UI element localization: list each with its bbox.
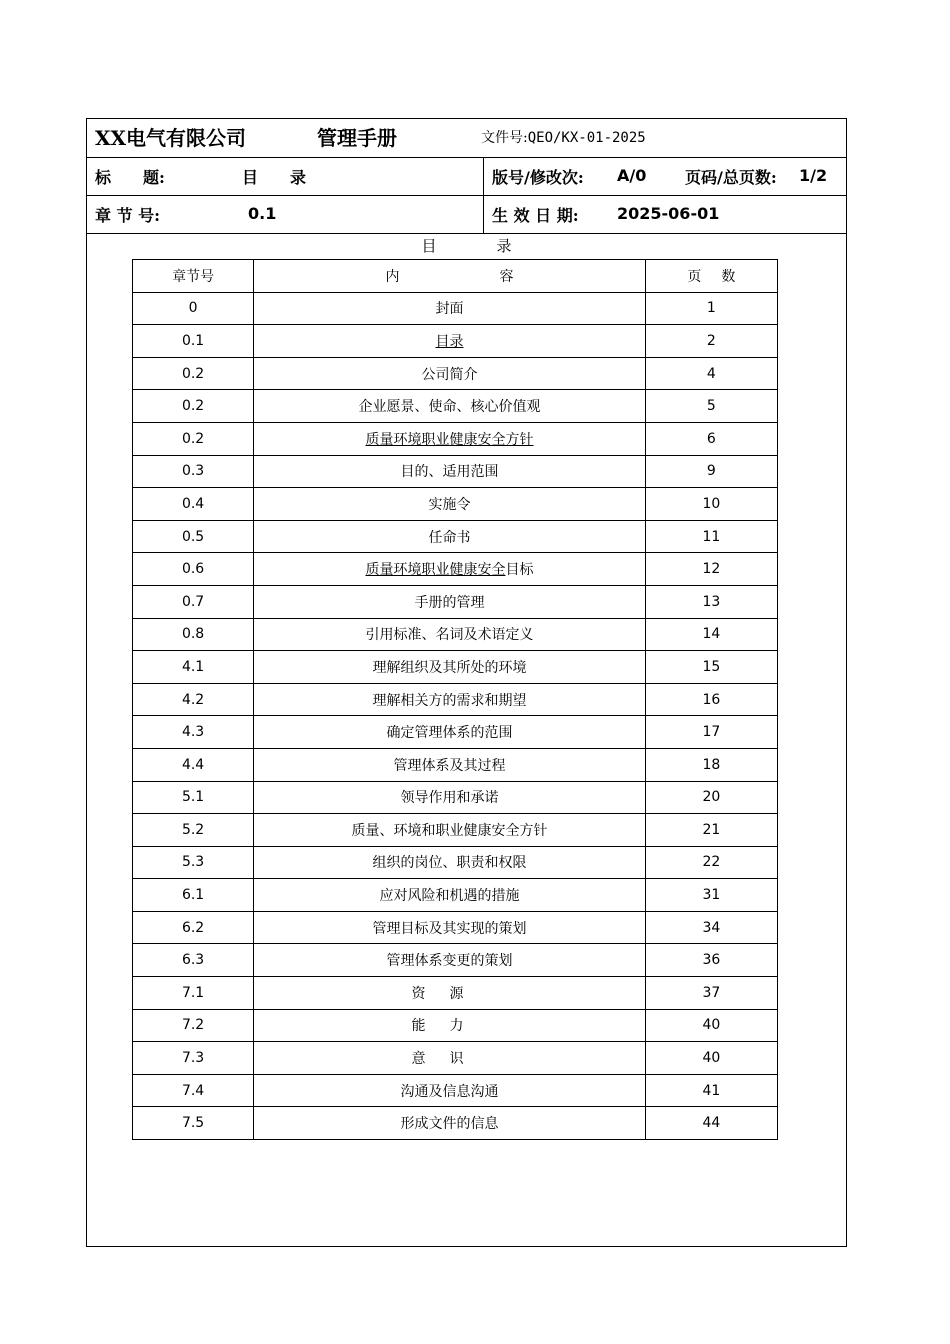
toc-col-chapter: 章节号 bbox=[133, 260, 254, 293]
toc-content-link[interactable]: 质量环境职业健康安全方针 bbox=[365, 431, 534, 448]
toc-page-number: 34 bbox=[645, 911, 777, 944]
toc-page-number: 6 bbox=[645, 422, 777, 455]
toc-chapter-number: 6.3 bbox=[133, 944, 254, 977]
toc-content-link[interactable]: 目录 bbox=[435, 333, 464, 350]
toc-content bbox=[254, 651, 646, 684]
toc-page-number: 2 bbox=[645, 325, 777, 358]
toc-chapter-number: 7.1 bbox=[133, 977, 254, 1010]
toc-content bbox=[254, 683, 646, 716]
toc-chapter-number: 6.1 bbox=[133, 879, 254, 912]
toc-page-number: 44 bbox=[645, 1107, 777, 1140]
toc-chapter-number: 0.2 bbox=[133, 390, 254, 423]
toc-content bbox=[254, 977, 646, 1010]
toc-content-text: 企业愿景、使命、核心价值观 bbox=[358, 399, 541, 416]
toc-content-text: 意识 bbox=[411, 1051, 488, 1068]
toc-row bbox=[133, 651, 778, 684]
toc-content bbox=[254, 1074, 646, 1107]
header-row-title bbox=[87, 158, 846, 196]
manual-title: 管理手册 bbox=[317, 126, 397, 150]
toc-row bbox=[133, 944, 778, 977]
toc-page-number: 13 bbox=[645, 585, 777, 618]
toc-content bbox=[254, 390, 646, 423]
toc-row bbox=[133, 390, 778, 423]
toc-chapter-number: 0.7 bbox=[133, 585, 254, 618]
toc-col-content: 内容 bbox=[254, 260, 646, 293]
toc-chapter-number: 5.3 bbox=[133, 846, 254, 879]
toc-row bbox=[133, 977, 778, 1010]
toc-content bbox=[254, 585, 646, 618]
toc-page-number: 31 bbox=[645, 879, 777, 912]
toc-row bbox=[133, 911, 778, 944]
toc-row bbox=[133, 488, 778, 521]
toc-content bbox=[254, 1042, 646, 1075]
toc-content-link[interactable]: 质量环境职业健康安全 bbox=[365, 562, 506, 579]
toc-content bbox=[254, 553, 646, 586]
toc-chapter-number: 0.8 bbox=[133, 618, 254, 651]
toc-content-text: 确定管理体系的范围 bbox=[386, 725, 513, 742]
toc-row bbox=[133, 781, 778, 814]
toc-page-number: 40 bbox=[645, 1009, 777, 1042]
title-label: 标 题: bbox=[95, 168, 165, 187]
toc-content bbox=[254, 1009, 646, 1042]
toc-row bbox=[133, 422, 778, 455]
version-value: A/0 bbox=[617, 166, 647, 185]
toc-content-text: 引用标准、名词及术语定义 bbox=[365, 627, 534, 644]
toc-chapter-number: 7.5 bbox=[133, 1107, 254, 1140]
toc-content bbox=[254, 488, 646, 521]
toc-content-text: 管理体系变更的策划 bbox=[386, 953, 513, 970]
toc-page-number: 22 bbox=[645, 846, 777, 879]
page-value: 1/2 bbox=[799, 166, 828, 185]
toc-content bbox=[254, 422, 646, 455]
toc-chapter-number: 7.3 bbox=[133, 1042, 254, 1075]
toc-content-text: 沟通及信息沟通 bbox=[400, 1083, 499, 1100]
toc-chapter-number: 0.1 bbox=[133, 325, 254, 358]
document-frame bbox=[86, 118, 847, 1247]
toc-page-number: 17 bbox=[645, 716, 777, 749]
toc-content-text: 封面 bbox=[435, 301, 464, 318]
file-number-label: 文件号: bbox=[481, 130, 528, 146]
toc-chapter-number: 0.4 bbox=[133, 488, 254, 521]
toc-content bbox=[254, 1107, 646, 1140]
toc-page-number: 18 bbox=[645, 748, 777, 781]
toc-row bbox=[133, 618, 778, 651]
toc-row bbox=[133, 1042, 778, 1075]
toc-content bbox=[254, 325, 646, 358]
title-value: 目 录 bbox=[242, 168, 307, 187]
toc-content bbox=[254, 292, 646, 325]
toc-row bbox=[133, 357, 778, 390]
toc-row bbox=[133, 1107, 778, 1140]
page-label: 页码/总页数: bbox=[685, 168, 777, 187]
date-label: 生 效 日 期: bbox=[492, 206, 579, 225]
toc-row bbox=[133, 879, 778, 912]
toc-content-text: 目的、适用范围 bbox=[400, 464, 499, 481]
toc-row bbox=[133, 814, 778, 847]
toc-content bbox=[254, 944, 646, 977]
version-label: 版号/修改次: bbox=[492, 168, 584, 187]
toc-row bbox=[133, 1009, 778, 1042]
toc-row bbox=[133, 846, 778, 879]
toc-row bbox=[133, 716, 778, 749]
toc-content bbox=[254, 879, 646, 912]
toc-page-number: 21 bbox=[645, 814, 777, 847]
toc-page-number: 41 bbox=[645, 1074, 777, 1107]
toc-content-text: 理解组织及其所处的环境 bbox=[372, 659, 527, 676]
toc-page-number: 1 bbox=[645, 292, 777, 325]
toc-row bbox=[133, 325, 778, 358]
toc-content bbox=[254, 716, 646, 749]
toc-header-row bbox=[133, 260, 778, 293]
chapter-label: 章 节 号: bbox=[95, 206, 161, 225]
toc-content-text: 公司简介 bbox=[421, 366, 478, 383]
toc-row bbox=[133, 292, 778, 325]
toc-row bbox=[133, 748, 778, 781]
toc-row bbox=[133, 1074, 778, 1107]
header-row-company bbox=[87, 119, 846, 158]
toc-page-number: 11 bbox=[645, 520, 777, 553]
toc-chapter-number: 0 bbox=[133, 292, 254, 325]
toc-page-number: 9 bbox=[645, 455, 777, 488]
toc-chapter-number: 0.2 bbox=[133, 422, 254, 455]
toc-content bbox=[254, 781, 646, 814]
file-number bbox=[481, 127, 646, 147]
toc-content bbox=[254, 846, 646, 879]
toc-content-text: 管理目标及其实现的策划 bbox=[372, 920, 527, 937]
toc-page-number: 36 bbox=[645, 944, 777, 977]
date-value: 2025-06-01 bbox=[617, 204, 720, 223]
toc-content-text: 任命书 bbox=[428, 529, 471, 546]
toc-chapter-number: 4.1 bbox=[133, 651, 254, 684]
toc-table bbox=[132, 259, 778, 1140]
chapter-value: 0.1 bbox=[248, 204, 277, 223]
toc-chapter-number: 4.2 bbox=[133, 683, 254, 716]
toc-row bbox=[133, 553, 778, 586]
toc-page-number: 20 bbox=[645, 781, 777, 814]
toc-page-number: 10 bbox=[645, 488, 777, 521]
toc-content-text: 管理体系及其过程 bbox=[393, 757, 506, 774]
toc-chapter-number: 5.2 bbox=[133, 814, 254, 847]
toc-chapter-number: 0.5 bbox=[133, 520, 254, 553]
toc-chapter-number: 4.4 bbox=[133, 748, 254, 781]
toc-row bbox=[133, 585, 778, 618]
toc-col-page: 页数 bbox=[645, 260, 777, 293]
toc-chapter-number: 5.1 bbox=[133, 781, 254, 814]
toc-content bbox=[254, 455, 646, 488]
toc-content-text: 手册的管理 bbox=[414, 594, 485, 611]
toc-content bbox=[254, 357, 646, 390]
toc-page-number: 14 bbox=[645, 618, 777, 651]
toc-row bbox=[133, 455, 778, 488]
toc-chapter-number: 7.2 bbox=[133, 1009, 254, 1042]
toc-content-text: 实施令 bbox=[428, 496, 471, 513]
toc-chapter-number: 7.4 bbox=[133, 1074, 254, 1107]
header-row-chapter bbox=[87, 196, 846, 234]
toc-content-text: 理解相关方的需求和期望 bbox=[372, 692, 527, 709]
toc-content-text: 组织的岗位、职责和权限 bbox=[372, 855, 527, 872]
toc-chapter-number: 0.3 bbox=[133, 455, 254, 488]
toc-row bbox=[133, 520, 778, 553]
toc-row bbox=[133, 683, 778, 716]
toc-page-number: 4 bbox=[645, 357, 777, 390]
toc-content bbox=[254, 814, 646, 847]
company-name: XX电气有限公司 bbox=[95, 126, 247, 150]
toc-chapter-number: 0.6 bbox=[133, 553, 254, 586]
toc-content bbox=[254, 748, 646, 781]
toc-title: 目录 bbox=[421, 237, 572, 255]
file-number-value: QEO/KX-01-2025 bbox=[527, 130, 646, 146]
toc-content-suffix: 目标 bbox=[505, 562, 534, 579]
toc-content-text: 形成文件的信息 bbox=[400, 1116, 499, 1133]
toc-content-text: 应对风险和机遇的措施 bbox=[379, 888, 520, 905]
toc-page-number: 5 bbox=[645, 390, 777, 423]
toc-page-number: 12 bbox=[645, 553, 777, 586]
toc-content-text: 领导作用和承诺 bbox=[400, 790, 499, 807]
toc-chapter-number: 4.3 bbox=[133, 716, 254, 749]
toc-page-number: 37 bbox=[645, 977, 777, 1010]
toc-body bbox=[133, 292, 778, 1139]
toc-chapter-number: 0.2 bbox=[133, 357, 254, 390]
toc-page-number: 40 bbox=[645, 1042, 777, 1075]
toc-content bbox=[254, 520, 646, 553]
toc-chapter-number: 6.2 bbox=[133, 911, 254, 944]
toc-content-text: 能力 bbox=[411, 1018, 488, 1035]
toc-content-text: 资源 bbox=[411, 985, 488, 1002]
toc-page-number: 16 bbox=[645, 683, 777, 716]
toc-content bbox=[254, 618, 646, 651]
toc-content-text: 质量、环境和职业健康安全方针 bbox=[351, 822, 548, 839]
toc-content bbox=[254, 911, 646, 944]
header-divider bbox=[483, 158, 484, 234]
toc-page-number: 15 bbox=[645, 651, 777, 684]
